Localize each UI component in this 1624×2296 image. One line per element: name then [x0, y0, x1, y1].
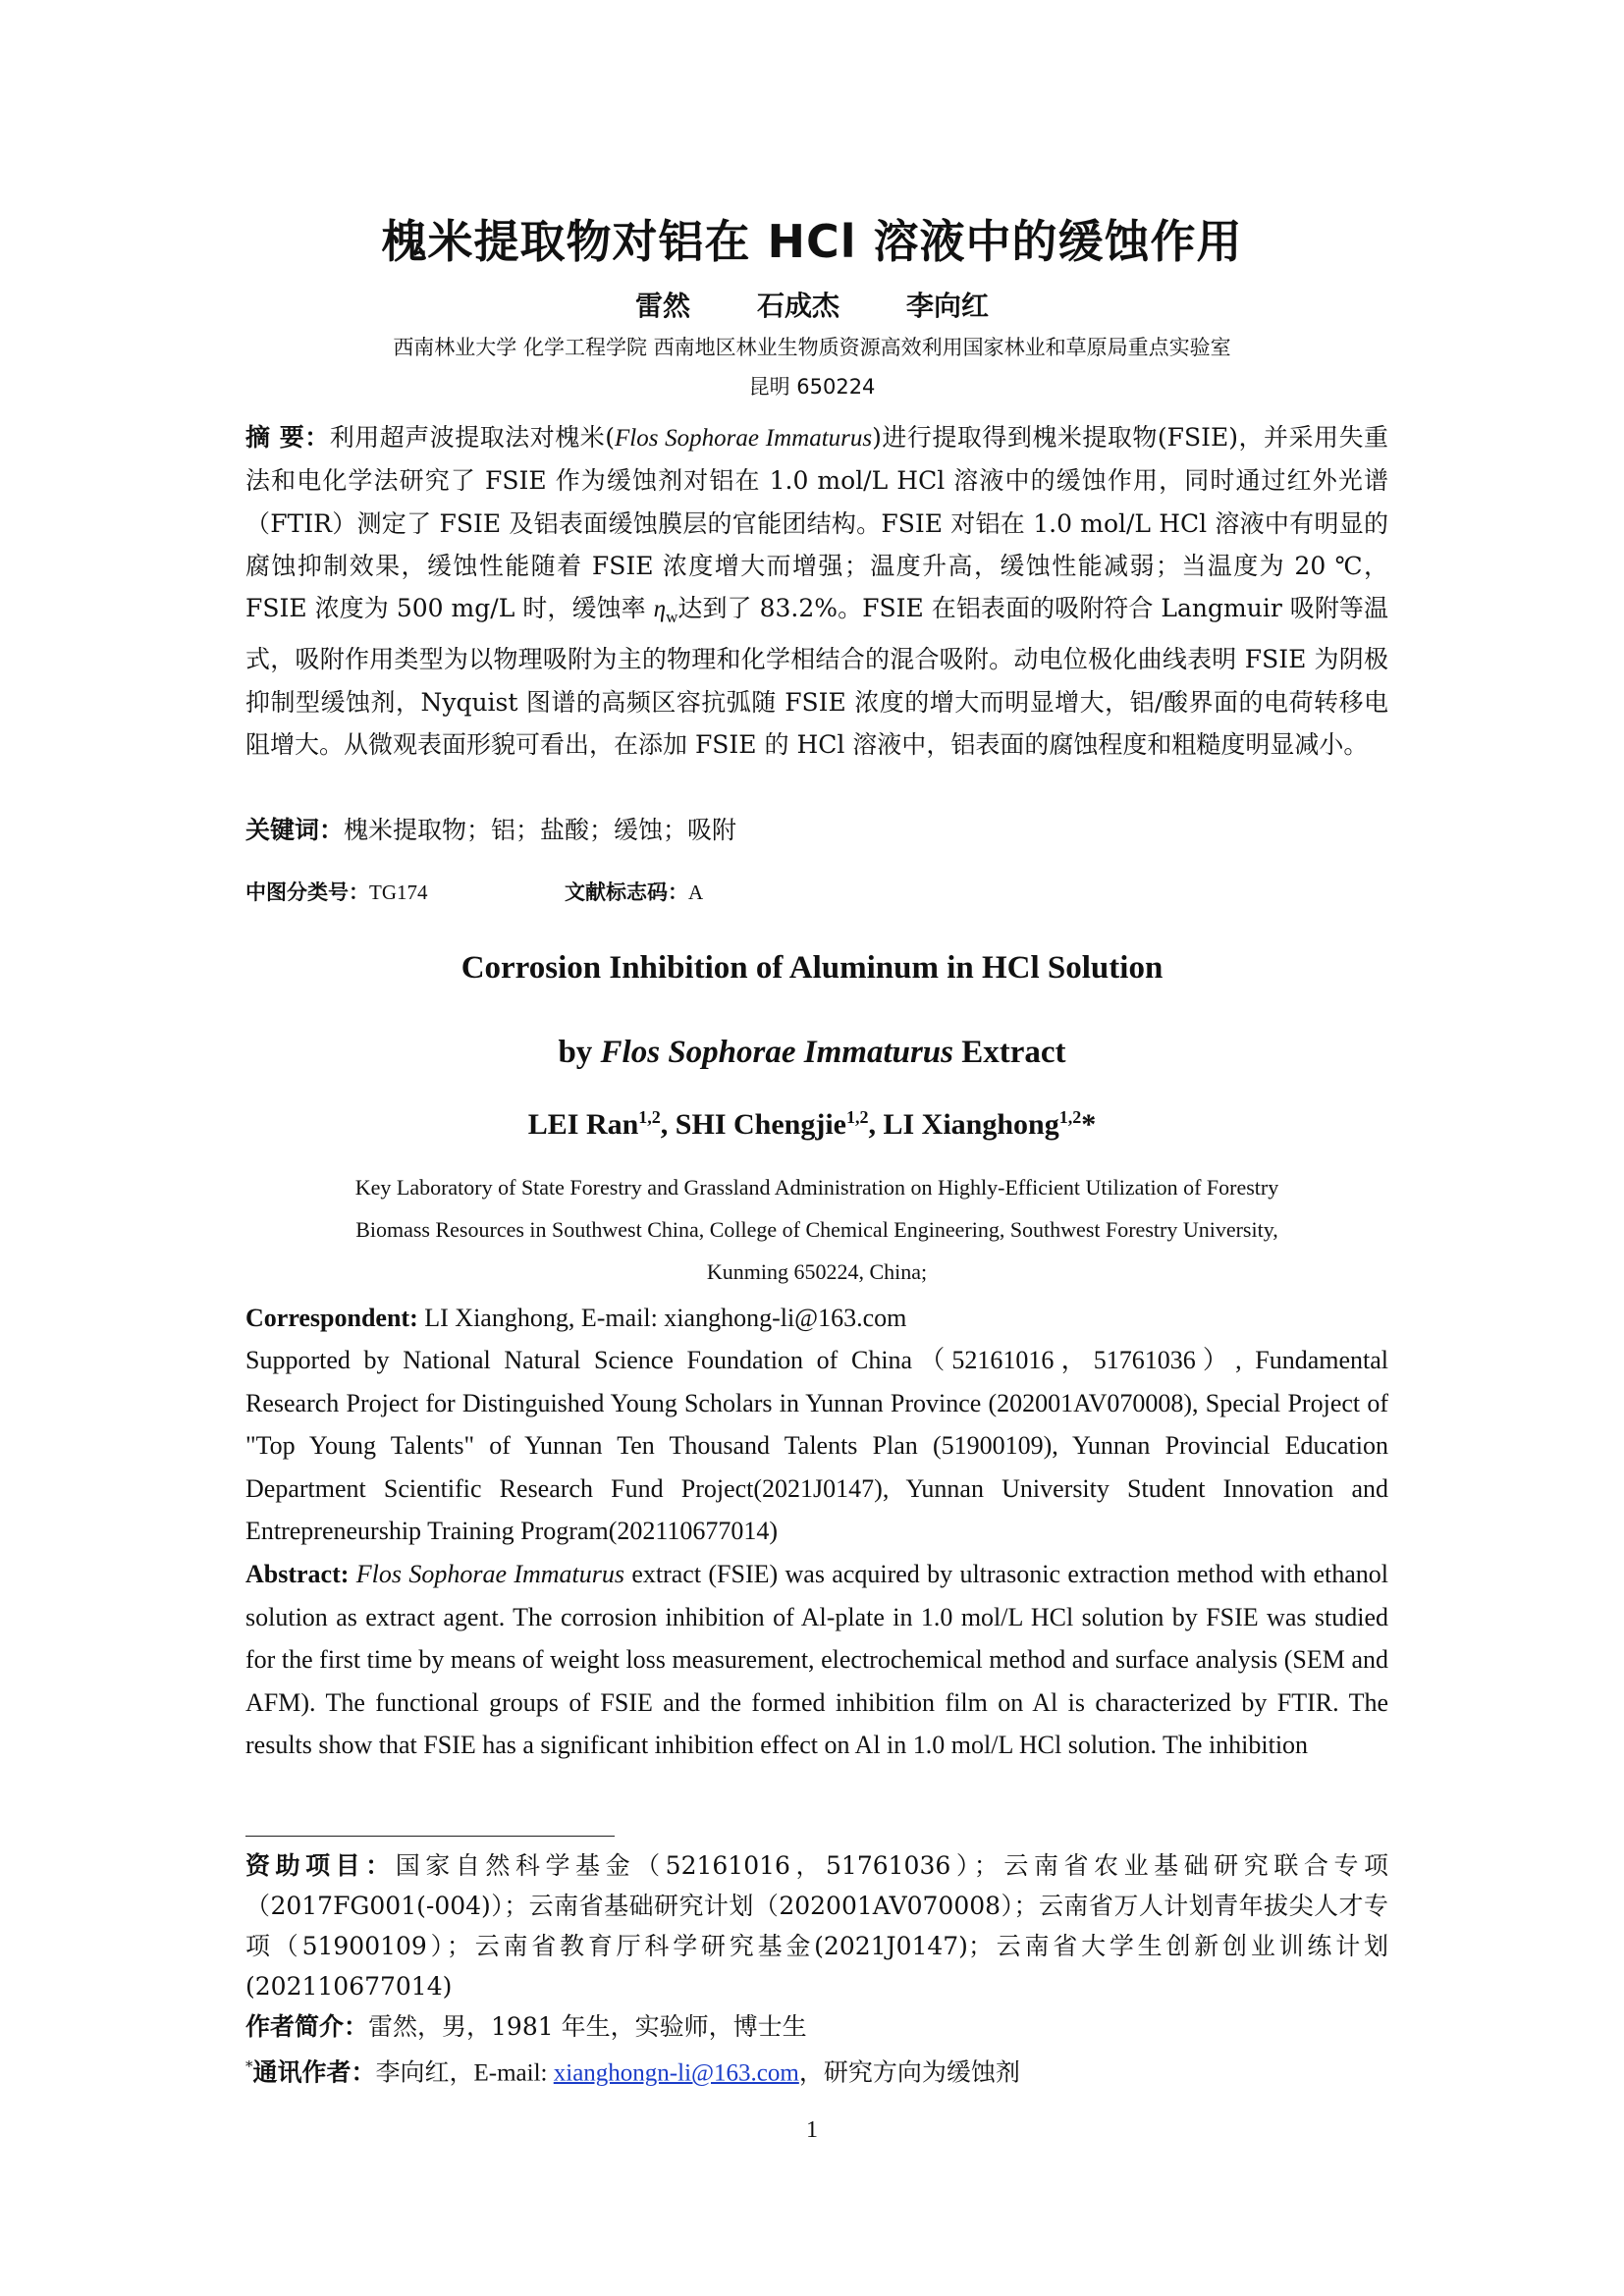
corr-text: 李向红，E-mail: — [375, 2059, 554, 2087]
correspondent-text: LI Xianghong, E-mail: xianghong-li@163.com — [417, 1304, 907, 1332]
author-sup: 1,2 — [1058, 1107, 1082, 1127]
cn-author: 石成杰 — [756, 290, 839, 322]
cn-keywords-label: 关键词： — [245, 816, 345, 844]
cn-classification — [245, 877, 1388, 906]
footnotes — [245, 1845, 1388, 2093]
cn-author: 雷然 — [634, 290, 690, 322]
corr-mark: * — [245, 2057, 253, 2075]
en-author: LI Xianghong — [883, 1108, 1059, 1141]
cn-keywords-value: 槐米提取物；铝；盐酸；缓蚀；吸附 — [344, 816, 737, 844]
en-correspondent — [245, 1297, 1388, 1340]
en-author: LEI Ran — [527, 1108, 639, 1141]
funding-label: 资助项目： — [245, 1851, 396, 1880]
author-sup: 1,2 — [638, 1107, 661, 1127]
en-title-line — [0, 1035, 1624, 1071]
en-title-italic: Flos Sophorae Immaturus — [600, 1035, 954, 1070]
funding-text: 国家自然科学基金（52161016，51761036）；云南省农业基础研究联合专项（2017FG001(-004)）；云南省基础研究计划（202001AV070008）；云南省万人计划青年拔尖人才专项（51900109）；云南省教育厅科学研究基金(2021J0147)；云南省大学生创新创业训练计划(202110677014) — [245, 1851, 1388, 2001]
cn-author: 李向红 — [906, 290, 990, 322]
author-bio-text: 雷然，男，1981 年生，实验师，博士生 — [368, 2012, 807, 2041]
class-label: 中图分类号： — [245, 881, 369, 904]
author-bio-label: 作者简介： — [245, 2012, 369, 2041]
cn-affiliation-line: 昆明 650224 — [748, 375, 876, 399]
corr-label: 通讯作者： — [252, 2057, 376, 2087]
eta-subscript: w — [666, 608, 678, 627]
en-abstract-text: extract (FSIE) was acquired by ultrasonic extraction method with ethanol solution as extract agent. The corrosion inhibition of Al-plate in 1.0 mol/L HCl solution by FSIE was studied for the first time by means of weight loss measurement, electrochemical method and surface analysis (SEM and AFM). The functional groups of FSIE and the formed inhibition film on Al is characterized by FTIR. The results show that FSIE has a significant inhibition effect on Al in 1.0 mol/L HCl solution. The inhibition — [245, 1560, 1389, 1760]
en-title-line: Corrosion Inhibition of Aluminum in HCl Solution — [460, 950, 1164, 986]
en-affiliation-line: Kunming 650224, China; — [706, 1259, 928, 1284]
cn-title: 槐米提取物对铝在 HCl 溶液中的缓蚀作用 — [381, 215, 1243, 268]
cn-abstract-text: )进行提取得到槐米提取物(FSIE)，并采用失重法和电化学法研究了 FSIE 作为缓蚀剂对铝在 1.0 mol/L HCl 溶液中的缓蚀作用，同时通过红外光谱（FTIR）测定了 FSIE 及铝表面缓蚀膜层的官能团结构。FSIE 对铝在 1.0 mol/L HCl 溶液中有明显的腐蚀抑制效果，缓蚀性能随着 FSIE 浓度增大而增强；温度升高，缓蚀性能减弱；当温度为 20 ℃，FSIE 浓度为 500 mg/L 时，缓蚀率 — [245, 423, 1388, 623]
corr-email-link[interactable]: xianghongn-li@163.com — [553, 2059, 799, 2087]
en-author: SHI Chengjie — [675, 1108, 846, 1141]
en-supported-by: Supported by National Natural Science Foundation of China（52161016，51761036）, Fundamental Research Project for Distinguished Young Scholars in Yunnan Province (202001AV070008), Special Project of "Top Young Talents" of Yunnan Ten Thousand Talents Plan (51900109), Yunnan Provincial Education Department Scientific Research Fund Project(2021J0147), Yunnan University Student Innovation and Entrepreneurship Training Program(202110677014) — [245, 1346, 1388, 1546]
footnote-author — [245, 2006, 1388, 2047]
en-authors: LEI Ran$^{1,2}$, SHI Chengjie$^{1,2}$, LI Xianghong$^{1,2}$* — [527, 1107, 1097, 1141]
corr-text: ，研究方向为缓蚀剂 — [798, 2057, 1020, 2087]
cn-abstract-text: 达到了 83.2%。FSIE 在铝表面的吸附符合 Langmuir 吸附等温式，吸附作用类型为以物理吸附为主的物理和化学相结合的混合吸附。动电位极化曲线表明 FSIE 为阴极抑制型缓蚀剂，Nyquist 图谱的高频区容抗弧随 FSIE 浓度的增大而明显增大，铝/酸界面的电荷转移电阻增大。从微观表面形貌可看出，在添加 FSIE 的 HCl 溶液中，铝表面的腐蚀程度和粗糙度明显减小。 — [245, 594, 1388, 760]
doc-code-value: A — [688, 881, 704, 904]
en-title-text: Extract — [953, 1035, 1066, 1070]
cn-abstract-label: 摘 要： — [245, 423, 330, 452]
en-abstract-italic: Flos Sophorae Immaturus — [355, 1560, 624, 1588]
en-abstract-label: Abstract: — [245, 1560, 350, 1588]
doc-code-label: 文献标志码： — [565, 881, 688, 904]
cn-abstract-latin: Flos Sophorae Immaturus — [614, 425, 873, 452]
footnote-divider — [245, 1836, 615, 1837]
cn-affiliation-line: 西南林业大学 化学工程学院 西南地区林业生物质资源高效利用国家林业和草原局重点实验室 — [393, 336, 1231, 359]
cn-abstract — [245, 416, 1388, 766]
en-affiliation-line: Key Laboratory of State Forestry and Grassland Administration on Highly-Efficient Utilization of Forestry — [354, 1175, 1279, 1200]
author-sup: 1,2 — [845, 1107, 869, 1127]
en-title-text: by — [558, 1035, 601, 1070]
eta-symbol: η — [653, 596, 667, 623]
en-abstract — [245, 1553, 1388, 1767]
en-affiliation — [245, 1166, 1388, 1293]
cn-abstract-text: 利用超声波提取法对槐米( — [329, 423, 615, 452]
class-value: TG174 — [369, 881, 428, 904]
en-affiliation-line: Biomass Resources in Southwest China, College of Chemical Engineering, Southwest Forestry University, — [355, 1217, 1278, 1242]
corresponding-mark: * — [1081, 1108, 1097, 1141]
footnote-funding — [245, 1845, 1388, 2006]
correspondent-label: Correspondent: — [245, 1304, 418, 1332]
page-number: 1 — [806, 2117, 818, 2143]
cn-authors — [0, 285, 1624, 324]
footnote-corresponding — [245, 2047, 1388, 2093]
cn-keywords — [245, 811, 1388, 846]
